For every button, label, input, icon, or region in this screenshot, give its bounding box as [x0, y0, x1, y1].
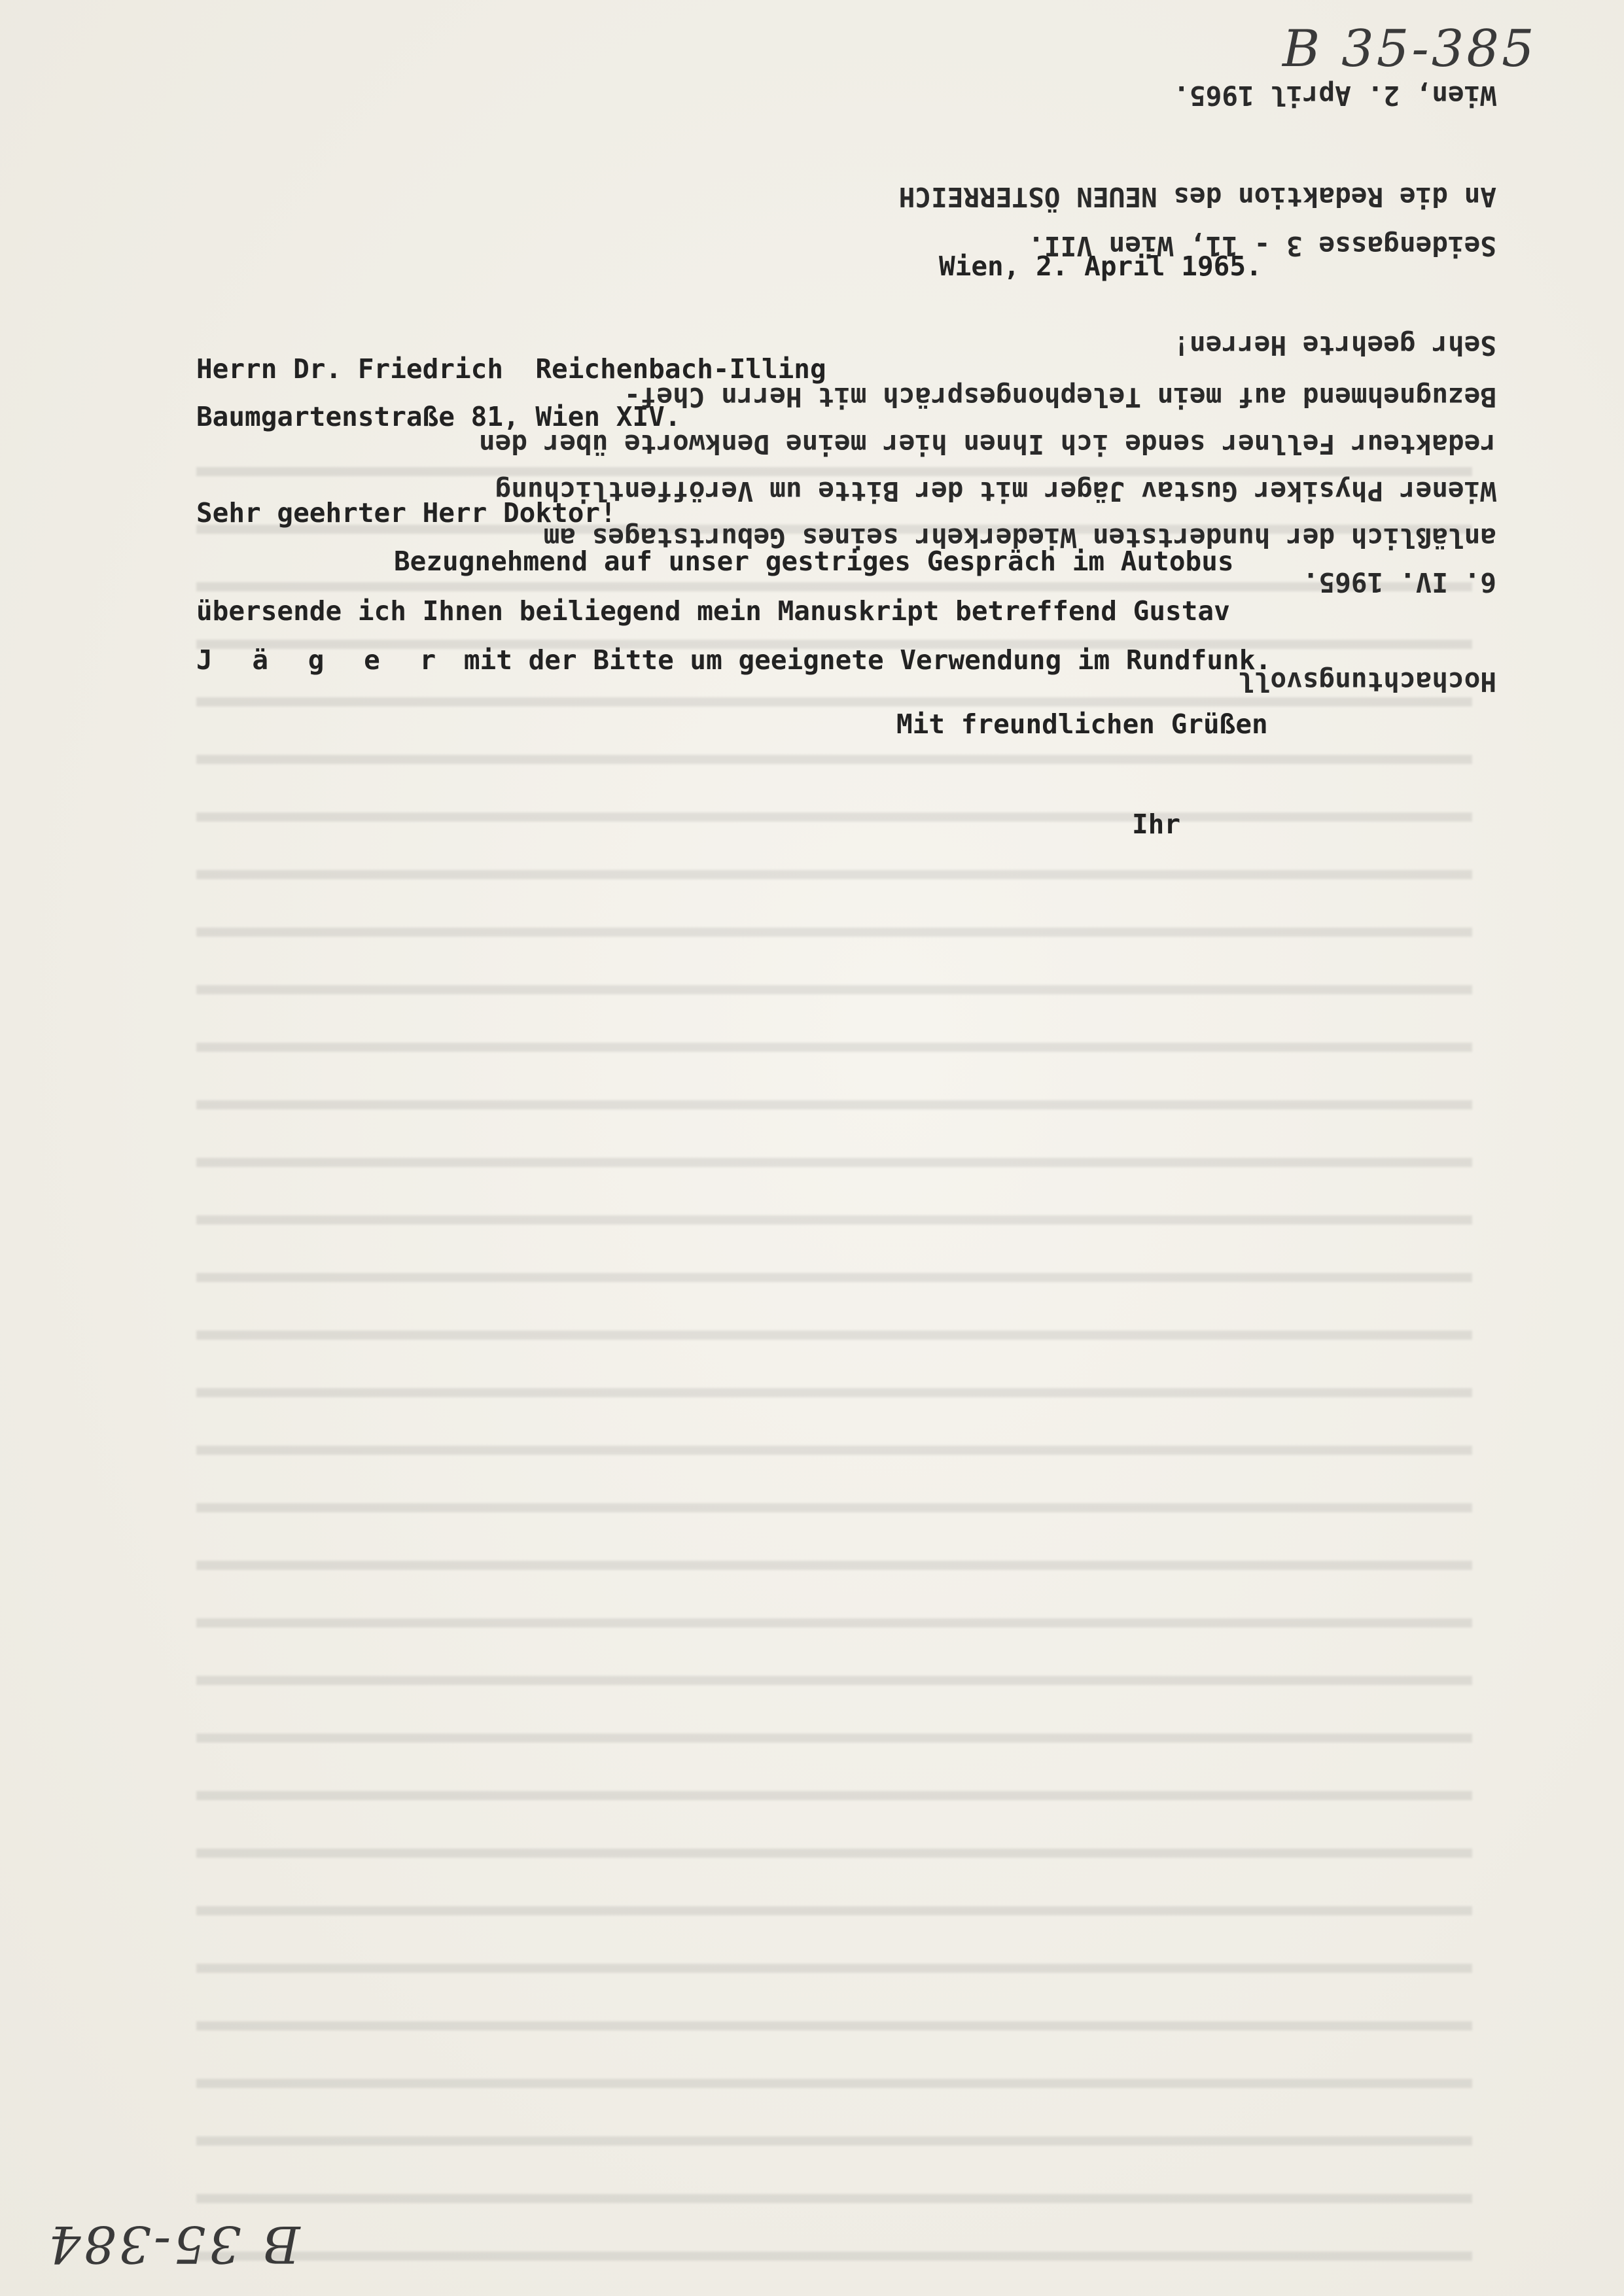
- upside-address-line-1: An die Redaktion des NEUEN ÖSTERREICH: [898, 181, 1496, 213]
- upside-closing: Hochachtungsvoll: [1238, 666, 1496, 697]
- body-line-2: übersende ich Ihnen beiliegend mein Manuskript betreffend Gustav: [196, 595, 1230, 627]
- body-line-3-rest: mit der Bitte um geeignete Verwendung im Rundfunk.: [448, 644, 1272, 676]
- upside-body-line-5: 6. IV. 1965.: [1302, 566, 1496, 598]
- upside-body-line-4: anläßlich der hundertsten Wiederkehr seines Geburtstages am: [543, 522, 1496, 553]
- letter-date: Wien, 2. April 1965.: [939, 251, 1262, 282]
- upside-address-line-2: Seidengasse 3 - 11, Wien VII.: [1028, 230, 1496, 262]
- upside-date: Wien, 2. April 1965.: [1173, 80, 1496, 111]
- archive-number-top: B 35-385: [1282, 20, 1537, 78]
- closing: Mit freundlichen Grüßen: [896, 708, 1268, 740]
- body-line-1: Bezugnehmend auf unser gestriges Gespräch im Autobus: [394, 546, 1234, 577]
- archive-number-bottom: B 35-384: [46, 2214, 300, 2273]
- show-through-text: [196, 419, 1472, 2296]
- upside-body-line-2: redakteur Fellner sende ich Ihnen hier meine Denkworte über den: [478, 428, 1496, 460]
- recipient-name: Herrn Dr. Friedrich Reichenbach-Illing: [196, 353, 826, 385]
- upside-body-line-3: Wiener Physiker Gustav Jäger mit der Bitte um Veröffentlichung: [495, 476, 1496, 507]
- recipient-address: Baumgartenstraße 81, Wien XIV.: [196, 401, 681, 432]
- salutation: Sehr geehrter Herr Doktor!: [196, 497, 616, 529]
- upside-body-line-1: Bezugnehmend auf mein Telephongespräch mit Herrn Chef-: [624, 381, 1496, 413]
- upside-salutation: Sehr geehrte Herren!: [1173, 330, 1496, 361]
- body-name-spaced: J ä g e r: [196, 644, 448, 676]
- body-line-3: [196, 644, 1271, 676]
- signature-ihr: Ihr: [1132, 809, 1181, 840]
